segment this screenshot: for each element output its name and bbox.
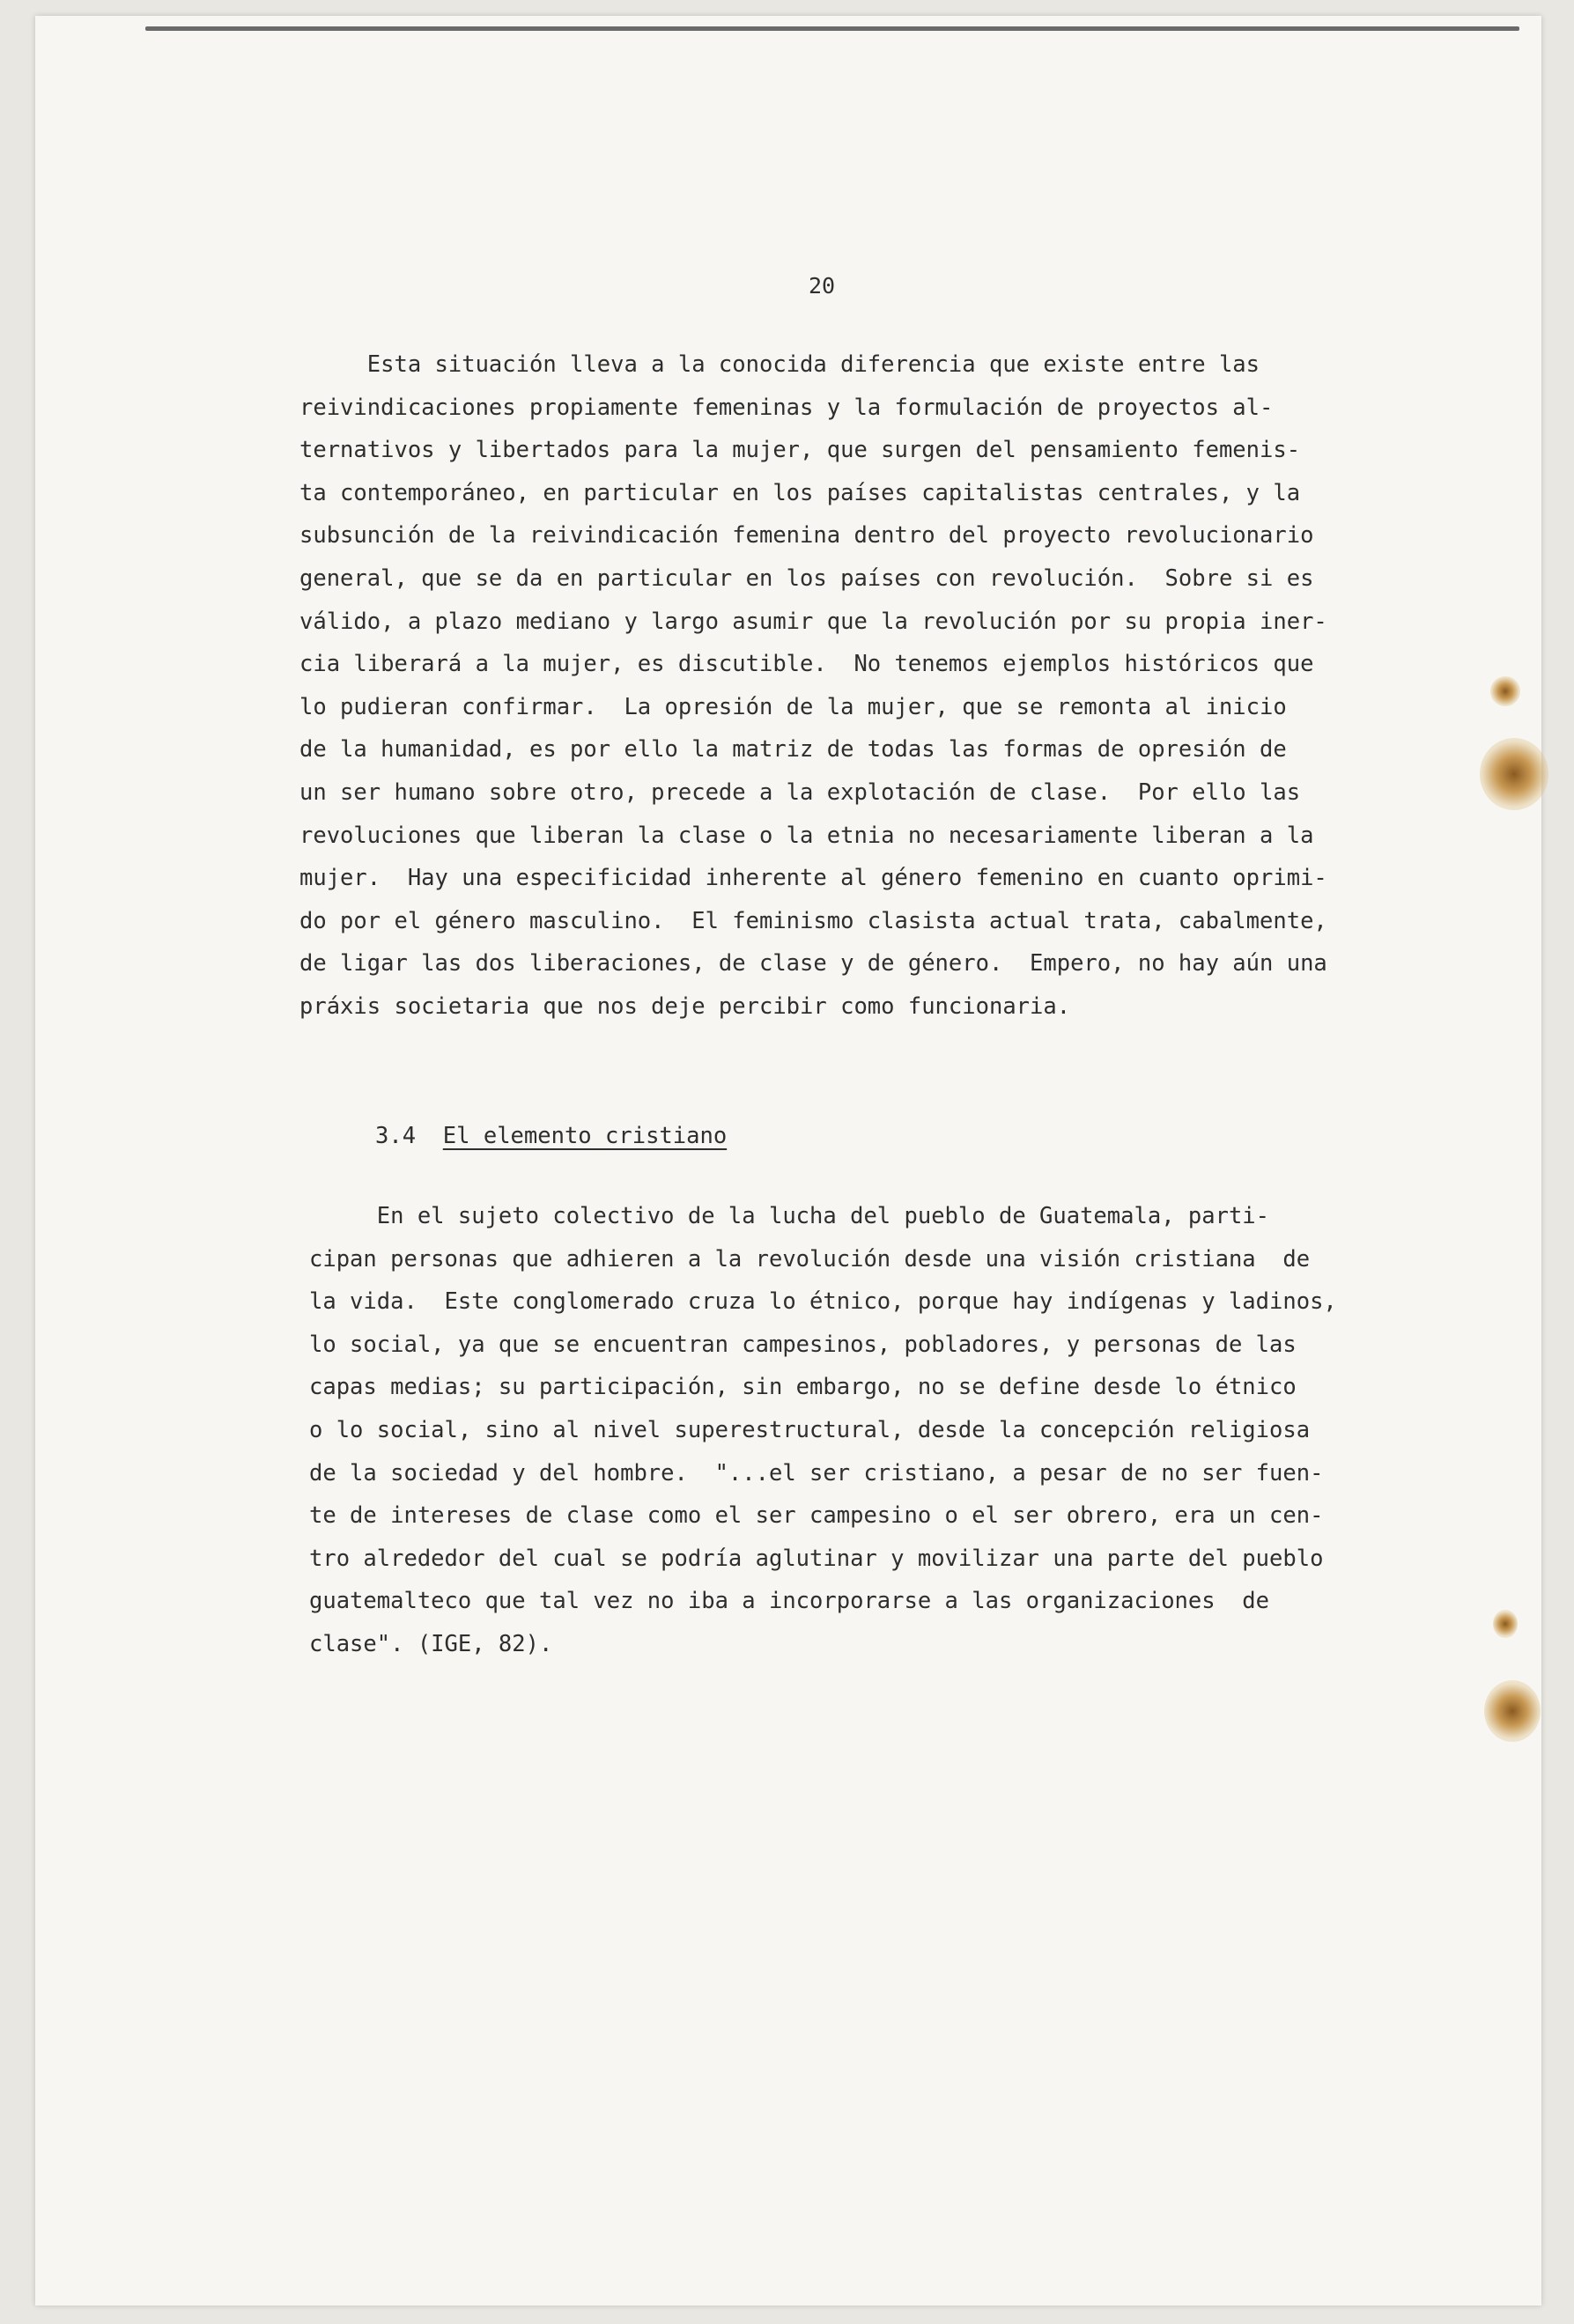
text-line: o lo social, sino al nivel superestructural, desde la concepción religiosa [309,1416,1311,1443]
text-line: mujer. Hay una especificidad inherente al género femenino en cuanto oprimi- [299,865,1327,892]
text-line: tro alrededor del cual se podría aglutinar y movilizar una parte del pueblo [309,1545,1324,1572]
top-edge-rule [145,26,1519,31]
section-title: El elemento cristiano [442,1123,728,1149]
stain-mark [1484,1680,1541,1742]
section-heading [375,1123,727,1149]
text-line: reivindicaciones propiamente femeninas y la formulación de proyectos al- [299,394,1274,421]
text-line: lo social, ya que se encuentran campesinos, pobladores, y personas de las [309,1331,1297,1358]
text-line: cipan personas que adhieren a la revolución desde una visión cristiana de [309,1245,1311,1273]
stain-mark [1490,676,1520,706]
section-number: 3.4 [375,1123,417,1149]
page-number: 20 [809,273,836,299]
text-line: ternativos y libertados para la mujer, que surgen del pensamiento femenis- [299,437,1301,464]
text-line: un ser humano sobre otro, precede a la explotación de clase. Por ello las [299,778,1301,806]
text-line: te de intereses de clase como el ser campesino o el ser obrero, era un cen- [309,1502,1324,1530]
text-line: clase". (IGE, 82). [309,1630,553,1657]
text-line: de ligar las dos liberaciones, de clase y de género. Empero, no hay aún una [299,950,1327,978]
text-line: de la sociedad y del hombre. "...el ser cristiano, a pesar de no ser fuen- [309,1459,1324,1487]
text-line: do por el género masculino. El feminismo clasista actual trata, cabalmente, [299,907,1327,934]
text-line: válido, a plazo mediano y largo asumir que la revolución por su propia iner- [299,608,1327,635]
text-line: ta contemporáneo, en particular en los países capitalistas centrales, y la [299,479,1301,506]
text-line: lo pudieran confirmar. La opresión de la mujer, que se remonta al inicio [299,693,1287,720]
paragraph-2 [309,1195,1419,1666]
text-line: guatemalteco que tal vez no iba a incorporarse a las organizaciones de [309,1588,1270,1615]
text-line: subsunción de la reivindicación femenina dentro del proyecto revolucionario [299,522,1314,550]
stain-mark [1480,738,1548,810]
text-line: general, que se da en particular en los países con revolución. Sobre si es [299,564,1314,592]
paragraph-1 [299,343,1409,1029]
text-line: práxis societaria que nos deje percibir como funcionaria. [299,992,1071,1020]
text-line: revoluciones que liberan la clase o la etnia no necesariamente liberan a la [299,822,1314,849]
text-line: cia liberará a la mujer, es discutible. No tenemos ejemplos históricos que [299,651,1314,678]
text-line: capas medias; su participación, sin embargo, no se define desde lo étnico [309,1374,1297,1401]
text-line: la vida. Este conglomerado cruza lo étnico, porque hay indígenas y ladinos, [309,1288,1337,1316]
document-page [35,16,1541,2306]
stain-mark [1493,1610,1518,1638]
text-line: Esta situación lleva a la conocida diferencia que existe entre las [299,351,1260,378]
text-line: de la humanidad, es por ello la matriz de todas las formas de opresión de [299,736,1287,764]
text-line: En el sujeto colectivo de la lucha del pueblo de Guatemala, parti- [309,1203,1270,1229]
